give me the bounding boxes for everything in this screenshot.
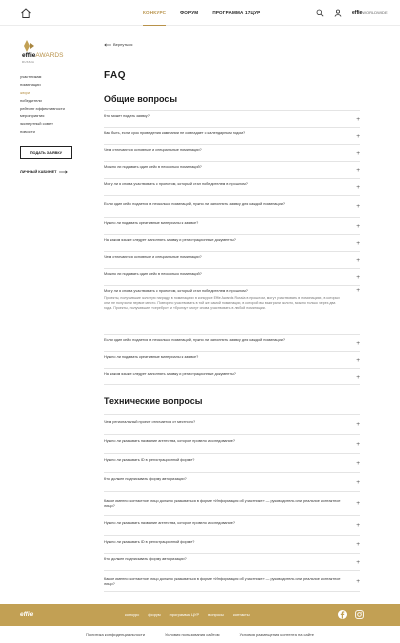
faq-question: Кто должен подписывать форму авторизации? [104,557,187,562]
faq-question: Нужно ли указывать название агентства, которое провело исследование? [104,439,235,444]
faq-item[interactable] [104,110,360,127]
footer-link-forum[interactable]: форум [148,612,161,617]
sidebar-item-events[interactable]: мероприятия [20,113,45,119]
sidebar-menu [20,73,90,136]
sidebar-item-participants[interactable]: участникам [20,74,42,79]
faq-item[interactable] [104,368,360,385]
plus-icon[interactable]: + [356,132,360,140]
faq-answer: Проекты, получившие золотую награду в номинациях в конкурсе Effie Awards Russia в прошлом, могут участвовать в номинациях, в которых они не получили первое место. Повторно участвовать в той же самой номинации, в которой вы выиграли золото, можно только через два года. Проекты, получившие «серебро» и «бронзу» могут снова участвовать в любой номинации. [104,296,340,311]
sidebar-item-winners[interactable]: победители [20,97,42,103]
faq-question: Могу ли я снова участвовать с проектом, который стал победителем в прошлом? [104,182,248,187]
effie-awards-logo[interactable] [20,40,80,66]
footer-link-program[interactable]: программа ЦУР [169,612,200,617]
plus-icon[interactable]: + [356,115,360,123]
nav-item-forum[interactable]: ФОРУМ [180,10,199,15]
faq-item[interactable] [104,234,360,251]
footer-link-questions[interactable]: вопросы [208,612,224,617]
plus-icon[interactable]: + [356,203,360,210]
plus-icon[interactable]: + [356,541,360,548]
footer-nav [125,612,250,617]
footer-link-contest[interactable]: конкурс [125,612,140,617]
plus-icon[interactable]: + [356,421,360,428]
faq-item[interactable] [104,127,360,144]
arrow-left-icon [104,43,111,47]
logo-main: effie [22,52,36,59]
faq-question: Если один кейс подается в несколько номинаций, нужно ли заполнять заявку для каждой номинации? [104,338,285,343]
plus-icon[interactable]: + [356,578,360,585]
faq-question: Могу ли я снова участвовать с проектом, который стал победителем в прошлом? [104,289,248,293]
sidebar [20,40,90,174]
back-link[interactable] [104,42,132,47]
faq-item[interactable] [104,144,360,161]
faq-question: На каком языке следует заполнять заявку и регистрационные документы? [104,238,236,243]
faq-question: Какое именно контактное лицо должно указываться в форме «Информация об участнике» — руководитель или реальное контактное лицо? [104,498,341,508]
main-nav [143,0,260,26]
sidebar-item-rating[interactable]: рейтинг эффективности [20,105,65,111]
brand-suffix: WORLDWIDE [362,10,388,15]
faq-question: Как быть, если срок проведения кампании не совпадает с календарным годом? [104,131,246,136]
cabinet-label: ЛИЧНЫЙ КАБИНЕТ [20,170,57,175]
faq-question: Нужно ли указывать ID в регистрационной форме? [104,539,195,544]
faq-question: Какое именно контактное лицо должно указываться в форме «Информация об участнике» — руководитель или реальное контактное лицо? [104,576,341,586]
plus-icon[interactable]: + [356,558,360,566]
apply-button[interactable]: ПОДАТЬ ЗАЯВКУ [20,146,72,159]
faq-question: Нужно ли подавать креативные материалы к заявке? [104,221,199,226]
general-faq-list [104,110,360,385]
faq-item[interactable] [104,515,360,535]
faq-question: Нужно ли подавать креативные материалы к заявке? [104,355,199,360]
sidebar-item-council[interactable]: экспертный совет [20,121,53,127]
plus-icon[interactable]: + [356,373,360,381]
faq-question: Нужно ли указывать название агентства, которое провело исследование? [104,520,235,525]
user-icon[interactable] [334,9,342,17]
home-icon[interactable] [20,7,32,19]
faq-item[interactable] [104,553,360,570]
faq-item[interactable] [104,535,360,553]
plus-icon[interactable]: + [356,522,360,529]
plus-icon[interactable]: + [356,500,360,507]
effie-worldwide-logo[interactable] [352,10,388,16]
footer-link-contacts[interactable]: контакты [232,612,250,617]
sidebar-item-news[interactable]: новости [20,129,35,135]
faq-item[interactable] [104,570,360,592]
faq-item[interactable] [104,251,360,268]
legal-link-privacy[interactable]: Политика конфиденциальности [85,632,145,637]
faq-item[interactable] [104,195,360,217]
legal-link-terms[interactable]: Условия пользования сайтом [165,632,220,637]
sidebar-item-nominations[interactable]: номинации [20,81,41,87]
footer [0,604,400,626]
nav-item-program[interactable]: ПРОГРАММА 17ЦУР [212,10,261,15]
faq-item[interactable] [104,178,360,195]
faq-item[interactable] [104,334,360,351]
legal-link-content[interactable]: Условия размещения контента на сайте [239,632,315,637]
tech-section-title: Технические вопросы [104,396,203,406]
plus-icon[interactable]: + [356,222,360,230]
plus-icon[interactable]: + [356,356,360,364]
plus-icon[interactable]: + [356,166,360,174]
faq-question: Чем региональный проект отличается от местного? [104,419,196,424]
nav-item-contest[interactable]: КОНКУРС [143,0,166,26]
faq-item[interactable] [104,268,360,285]
faq-question: Если один кейс подается в несколько номинаций, нужно ли заполнять заявку для каждой номинации? [104,201,285,206]
search-icon[interactable] [316,9,324,17]
faq-item[interactable] [104,491,360,515]
footer-logo[interactable]: effie [20,611,34,618]
page-title: FAQ [104,70,127,81]
logo-accent: AWARDS [35,52,64,59]
faq-item[interactable] [104,217,360,234]
faq-question: На каком языке следует заполнять заявку и регистрационные документы? [104,372,236,377]
faq-question: Можно ли подавать один кейс в несколько номинаций? [104,165,202,170]
faq-item[interactable] [104,434,360,453]
faq-question: Чем отличаются основные и специальные номинации? [104,255,202,260]
faq-item[interactable] [104,351,360,368]
personal-cabinet-link[interactable] [20,170,90,174]
facebook-icon[interactable] [338,610,347,619]
plus-icon[interactable]: + [356,149,360,157]
faq-question: Нужно ли указывать ID в регистрационной форме? [104,458,195,463]
instagram-icon[interactable] [355,610,364,619]
plus-icon[interactable]: + [356,440,360,448]
back-label: Вернуться [113,42,133,47]
plus-icon[interactable]: + [356,339,360,347]
plus-icon[interactable]: + [356,459,360,467]
arrow-right-icon [59,170,68,174]
faq-question: Кто должен подписывать форму авторизации? [104,477,187,482]
faq-question: Чем отличаются основные и специальные номинации? [104,148,202,153]
faq-item[interactable] [104,453,360,472]
logo-mark-icon [20,40,34,52]
faq-item[interactable] [104,472,360,491]
faq-item[interactable] [104,161,360,178]
plus-icon[interactable]: + [356,256,360,264]
brand-name: effie [352,10,363,16]
plus-icon[interactable]: + [356,287,360,294]
faq-item[interactable] [104,285,360,334]
faq-question: Кто может подать заявку? [104,114,150,119]
faq-item[interactable] [104,414,360,434]
top-navigation-bar [0,0,400,26]
tech-faq-list [104,414,360,592]
plus-icon[interactable]: + [356,183,360,191]
logo-text [22,52,63,59]
sidebar-item-jury[interactable]: жюри [20,89,31,95]
plus-icon[interactable]: + [356,273,360,281]
plus-icon[interactable]: + [356,478,360,486]
faq-question: Можно ли подавать один кейс в несколько номинаций? [104,272,202,277]
plus-icon[interactable]: + [356,239,360,247]
logo-subtitle: RUSSIA [22,60,35,64]
general-section-title: Общие вопросы [104,94,178,104]
legal-links [0,626,400,643]
